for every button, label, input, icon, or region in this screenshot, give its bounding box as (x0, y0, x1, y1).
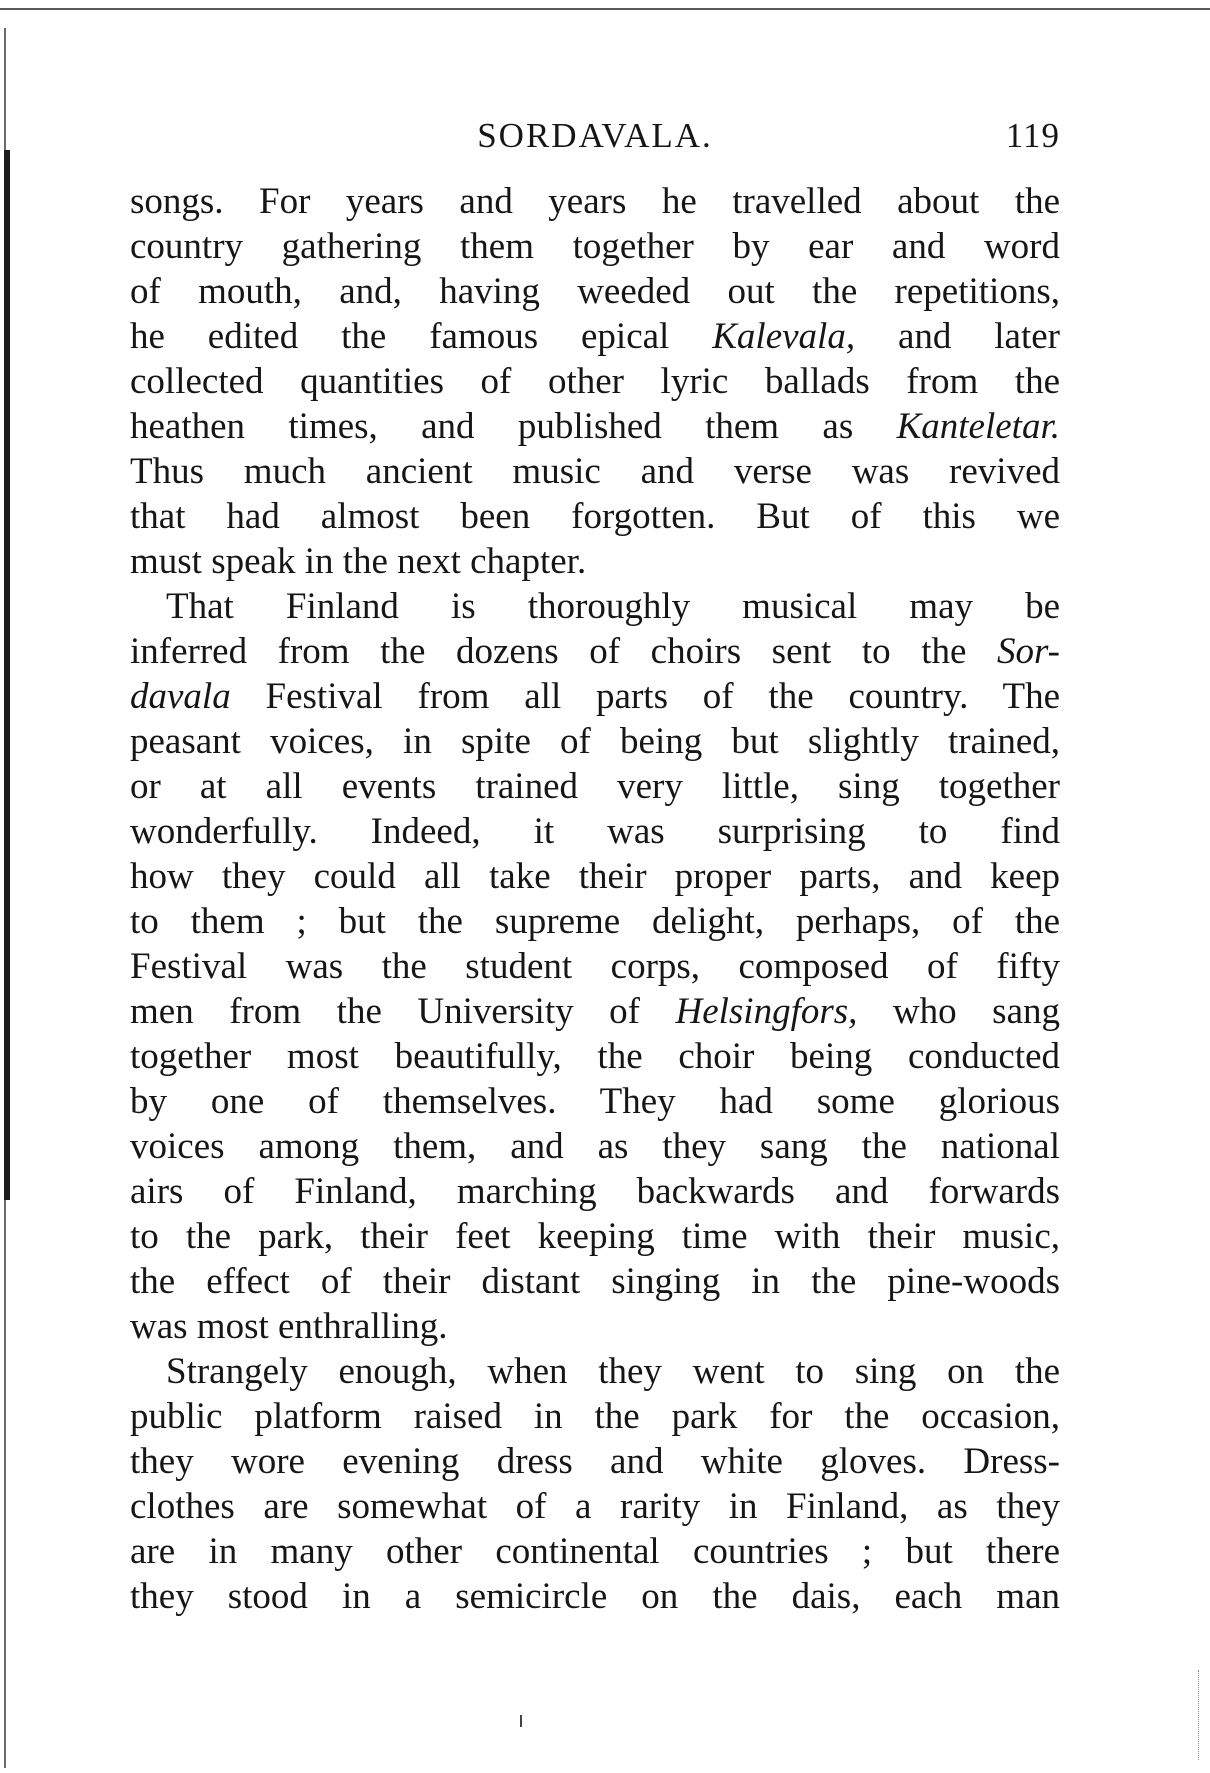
paragraph (130, 1349, 1060, 1619)
italic-term: Kanteletar. (896, 406, 1060, 447)
text-run: to the park, their feet keeping time with their music, (130, 1216, 1060, 1257)
text-line (130, 314, 1060, 359)
text-run: are in many other continental countries ; but there (130, 1531, 1060, 1572)
text-line (130, 1034, 1060, 1079)
paragraph (130, 179, 1060, 584)
italic-term: Sor- (997, 631, 1060, 672)
text-line (130, 899, 1060, 944)
text-run: That Finland is thoroughly musical may be (166, 586, 1060, 627)
text-run: wonderfully. Indeed, it was surprising to find (130, 811, 1060, 852)
text-run: public platform raised in the park for the occasion, (130, 1396, 1060, 1437)
text-line (130, 1484, 1060, 1529)
text-line (130, 1124, 1060, 1169)
italic-term: davala (130, 676, 231, 717)
text-run: who sang (857, 991, 1060, 1032)
text-run: to them ; but the supreme delight, perhaps, of the (130, 901, 1060, 942)
running-title: SORDAVALA. (477, 116, 713, 155)
text-line (130, 1169, 1060, 1214)
text-run: that had almost been forgotten. But of this we (130, 496, 1060, 537)
text-run: the effect of their distant singing in the pine-woods (130, 1261, 1060, 1302)
text-line (130, 1574, 1060, 1619)
scan-edge-top (0, 8, 1210, 10)
text-line (130, 629, 1060, 674)
text-run: Thus much ancient music and verse was revived (130, 451, 1060, 492)
text-run: clothes are somewhat of a rarity in Finland, as they (130, 1486, 1060, 1527)
text-run: and later (855, 316, 1061, 357)
text-run: country gathering them together by ear and word (130, 226, 1060, 267)
text-line (130, 179, 1060, 224)
italic-term: Kalevala, (712, 316, 856, 357)
text-line (130, 224, 1060, 269)
text-run: inferred from the dozens of choirs sent to the (130, 631, 998, 672)
text-run: peasant voices, in spite of being but slightly trained, (130, 721, 1060, 762)
text-line (130, 1439, 1060, 1484)
text-line (130, 1259, 1060, 1304)
text-line (130, 944, 1060, 989)
text-run: or at all events trained very little, sing together (130, 766, 1060, 807)
text-line (130, 674, 1060, 719)
text-run: Festival from all parts of the country. The (230, 676, 1060, 717)
binding-shadow (4, 150, 10, 1200)
text-run: he edited the famous epical (130, 316, 713, 357)
text-line (130, 1529, 1060, 1574)
text-line (130, 494, 1060, 539)
page-number: 119 (1005, 116, 1060, 155)
text-run: together most beautifully, the choir being conducted (130, 1036, 1060, 1077)
scan-edge-right (1198, 1670, 1199, 1760)
text-line (130, 269, 1060, 314)
text-line (130, 854, 1060, 899)
running-head (130, 116, 1060, 158)
text-run: Festival was the student corps, composed of fifty (130, 946, 1060, 987)
text-run: they stood in a semicircle on the dais, each man (130, 1576, 1060, 1617)
text-run: of mouth, and, having weeded out the repetitions, (130, 271, 1060, 312)
text-run: Strangely enough, when they went to sing on the (166, 1351, 1060, 1392)
text-line (130, 404, 1060, 449)
italic-term: Helsingfors, (675, 991, 858, 1032)
body-text (130, 179, 1060, 1619)
text-run: was most enthralling. (130, 1306, 448, 1347)
text-line (130, 1304, 1060, 1349)
text-line (130, 584, 1060, 629)
text-run: voices among them, and as they sang the national (130, 1126, 1060, 1167)
text-line (130, 989, 1060, 1034)
text-line (130, 809, 1060, 854)
paragraph (130, 584, 1060, 1349)
stray-ink-mark (520, 1715, 522, 1727)
text-run: must speak in the next chapter. (130, 541, 587, 582)
text-run: by one of themselves. They had some glorious (130, 1081, 1060, 1122)
text-line (130, 1079, 1060, 1124)
text-run: men from the University of (130, 991, 676, 1032)
text-line (130, 449, 1060, 494)
text-run: how they could all take their proper parts, and keep (130, 856, 1060, 897)
text-run: they wore evening dress and white gloves. Dress- (130, 1441, 1060, 1482)
text-run: airs of Finland, marching backwards and forwards (130, 1171, 1060, 1212)
text-run: collected quantities of other lyric ballads from the (130, 361, 1060, 402)
text-line (130, 359, 1060, 404)
text-run: heathen times, and published them as (130, 406, 897, 447)
text-line (130, 1394, 1060, 1439)
text-line (130, 764, 1060, 809)
text-line (130, 1349, 1060, 1394)
text-line (130, 719, 1060, 764)
text-line (130, 1214, 1060, 1259)
text-run: songs. For years and years he travelled about the (130, 181, 1060, 222)
text-line (130, 539, 1060, 584)
